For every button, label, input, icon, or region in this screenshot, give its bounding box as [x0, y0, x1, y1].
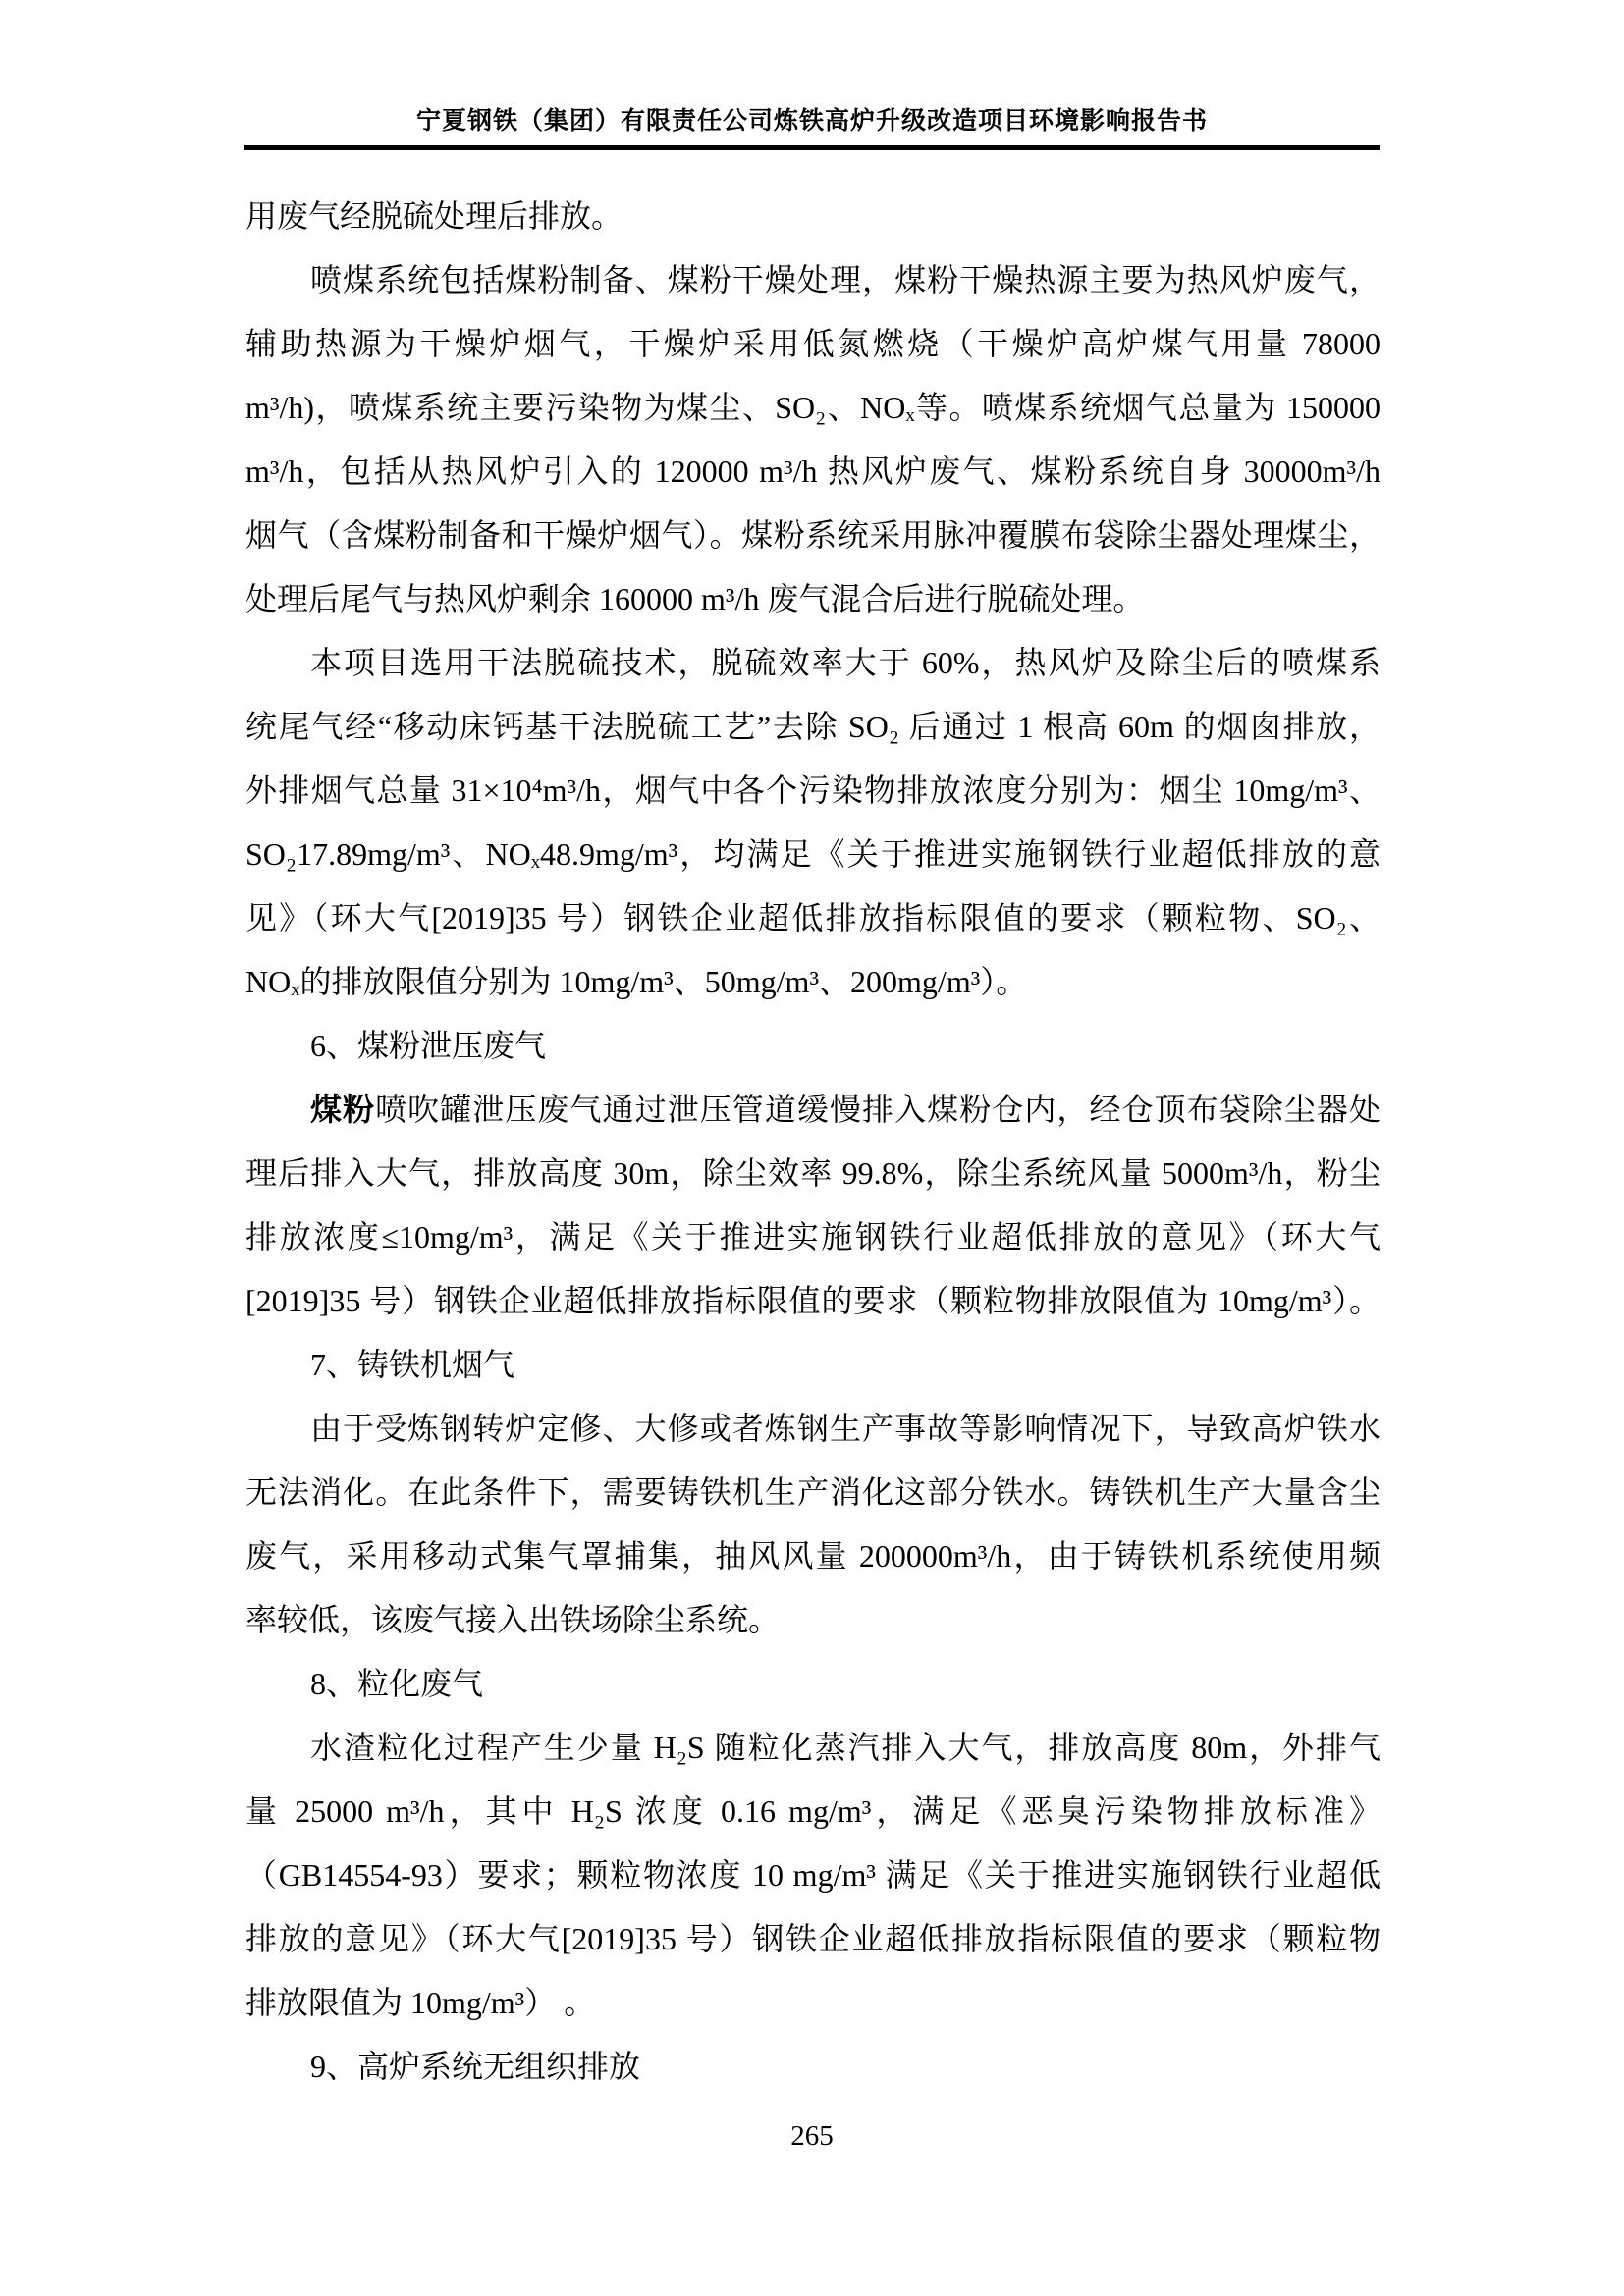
line-text: 本项目选用干法脱硫技术，脱硫效率大于 60%，热风炉及除尘后的喷煤系: [310, 645, 1380, 680]
line-text: 无法消化。在此条件下，需要铸铁机生产消化这部分铁水。铸铁机生产大量含尘: [245, 1474, 1380, 1510]
bold-lead-text: 煤粉: [310, 1092, 376, 1127]
text-line: [245, 1907, 1380, 1971]
line-text: m³/h)，喷煤系统主要污染物为煤尘、SO₂、NOₓ等。喷煤系统烟气总量为 150000: [245, 390, 1380, 425]
page-number: 265: [790, 2120, 834, 2152]
text-line: [245, 1524, 1380, 1588]
text-line: [245, 1205, 1380, 1269]
section-heading: [245, 1014, 1380, 1078]
line-text: m³/h，包括从热风炉引入的 120000 m³/h 热风炉废气、煤粉系统自身 30000m³/h: [245, 454, 1380, 489]
line-text: 量 25000 m³/h，其中 H₂S 浓度 0.16 mg/m³，满足《恶臭污染物排放标准》: [245, 1793, 1380, 1829]
text-line: [245, 1780, 1380, 1843]
line-text: 喷煤系统包括煤粉制备、煤粉干燥处理，煤粉干燥热源主要为热风炉废气，: [310, 262, 1380, 297]
text-line: [245, 1971, 1380, 2035]
line-text: 外排烟气总量 31×10⁴m³/h，烟气中各个污染物排放浓度分别为：烟尘 10mg/m³、: [245, 773, 1380, 808]
line-text: 排放的意见》（环大气[2019]35 号）钢铁企业超低排放指标限值的要求（颗粒物: [245, 1921, 1380, 1956]
text-line: [245, 1588, 1380, 1652]
header-rule: [244, 145, 1380, 150]
text-line: [245, 886, 1380, 950]
line-text: 辅助热源为干燥炉烟气，干燥炉采用低氮燃烧（干燥炉高炉煤气用量 78000: [245, 326, 1380, 361]
line-text: 7、铸铁机烟气: [310, 1347, 515, 1382]
text-line: [245, 440, 1380, 504]
text-line: [245, 1078, 1380, 1142]
line-text: 6、煤粉泄压废气: [310, 1028, 547, 1063]
line-text: 烟气（含煤粉制备和干燥炉烟气）。煤粉系统采用脉冲覆膜布袋除尘器处理煤尘，: [245, 517, 1380, 553]
text-line: [245, 1716, 1380, 1780]
line-text: 水渣粒化过程产生少量 H₂S 随粒化蒸汽排入大气，排放高度 80m，外排气: [310, 1730, 1380, 1765]
section-heading: [245, 2035, 1380, 2099]
text-line: [245, 950, 1380, 1014]
text-line: [245, 823, 1380, 886]
text-line: [245, 185, 1380, 248]
line-text: 率较低，该废气接入出铁场除尘系统。: [245, 1602, 781, 1637]
line-text: 排放浓度≤10mg/m³，满足《关于推进实施钢铁行业超低排放的意见》（环大气: [245, 1219, 1380, 1255]
text-line: [245, 312, 1380, 376]
line-text: 统尾气经“移动床钙基干法脱硫工艺”去除 SO₂ 后通过 1 根高 60m 的烟囱排放，: [245, 709, 1380, 744]
line-text: 由于受炼钢转炉定修、大修或者炼钢生产事故等影响情况下，导致高炉铁水: [310, 1411, 1380, 1446]
page-header-title: 宁夏钢铁（集团）有限责任公司炼铁高炉升级改造项目环境影响报告书: [415, 108, 1208, 134]
text-line: [245, 759, 1380, 823]
line-text: 见》（环大气[2019]35 号）钢铁企业超低排放指标限值的要求（颗粒物、SO₂、: [245, 900, 1380, 935]
line-text: 理后排入大气，排放高度 30m，除尘效率 99.8%，除尘系统风量 5000m³/h，粉尘: [245, 1155, 1380, 1191]
document-body: [245, 185, 1380, 2099]
line-text: SO₂17.89mg/m³、NOₓ48.9mg/m³，均满足《关于推进实施钢铁行业超低排放的意: [245, 836, 1380, 872]
line-text: NOₓ的排放限值分别为 10mg/m³、50mg/m³、200mg/m³）。: [245, 964, 1028, 999]
section-heading: [245, 1652, 1380, 1716]
text-line: [245, 1461, 1380, 1524]
text-line: [245, 1142, 1380, 1205]
text-line: [245, 567, 1380, 631]
line-text: 8、粒化废气: [310, 1666, 484, 1701]
line-text: 喷吹罐泄压废气通过泄压管道缓慢排入煤粉仓内，经仓顶布袋除尘器处: [375, 1092, 1380, 1127]
text-line: [245, 376, 1380, 440]
text-line: [245, 695, 1380, 759]
text-line: [245, 631, 1380, 695]
line-text: 9、高炉系统无组织排放: [310, 2049, 641, 2084]
line-text: 处理后尾气与热风炉剩余 160000 m³/h 废气混合后进行脱硫处理。: [245, 581, 1145, 616]
section-heading: [245, 1333, 1380, 1397]
line-text: （GB14554-93）要求；颗粒物浓度 10 mg/m³ 满足《关于推进实施钢铁行业超低: [245, 1857, 1380, 1893]
text-line: [245, 1269, 1380, 1333]
line-text: 废气，采用移动式集气罩捕集，抽风风量 200000m³/h，由于铸铁机系统使用频: [245, 1538, 1380, 1574]
text-line: [245, 1843, 1380, 1907]
text-line: [245, 504, 1380, 567]
text-line: [245, 248, 1380, 312]
line-text: 用废气经脱硫处理后排放。: [245, 198, 623, 234]
text-line: [245, 1397, 1380, 1461]
line-text: 排放限值为 10mg/m³） 。: [245, 1985, 596, 2020]
line-text: [2019]35 号）钢铁企业超低排放指标限值的要求（颗粒物排放限值为 10mg/m³）。: [245, 1283, 1380, 1318]
